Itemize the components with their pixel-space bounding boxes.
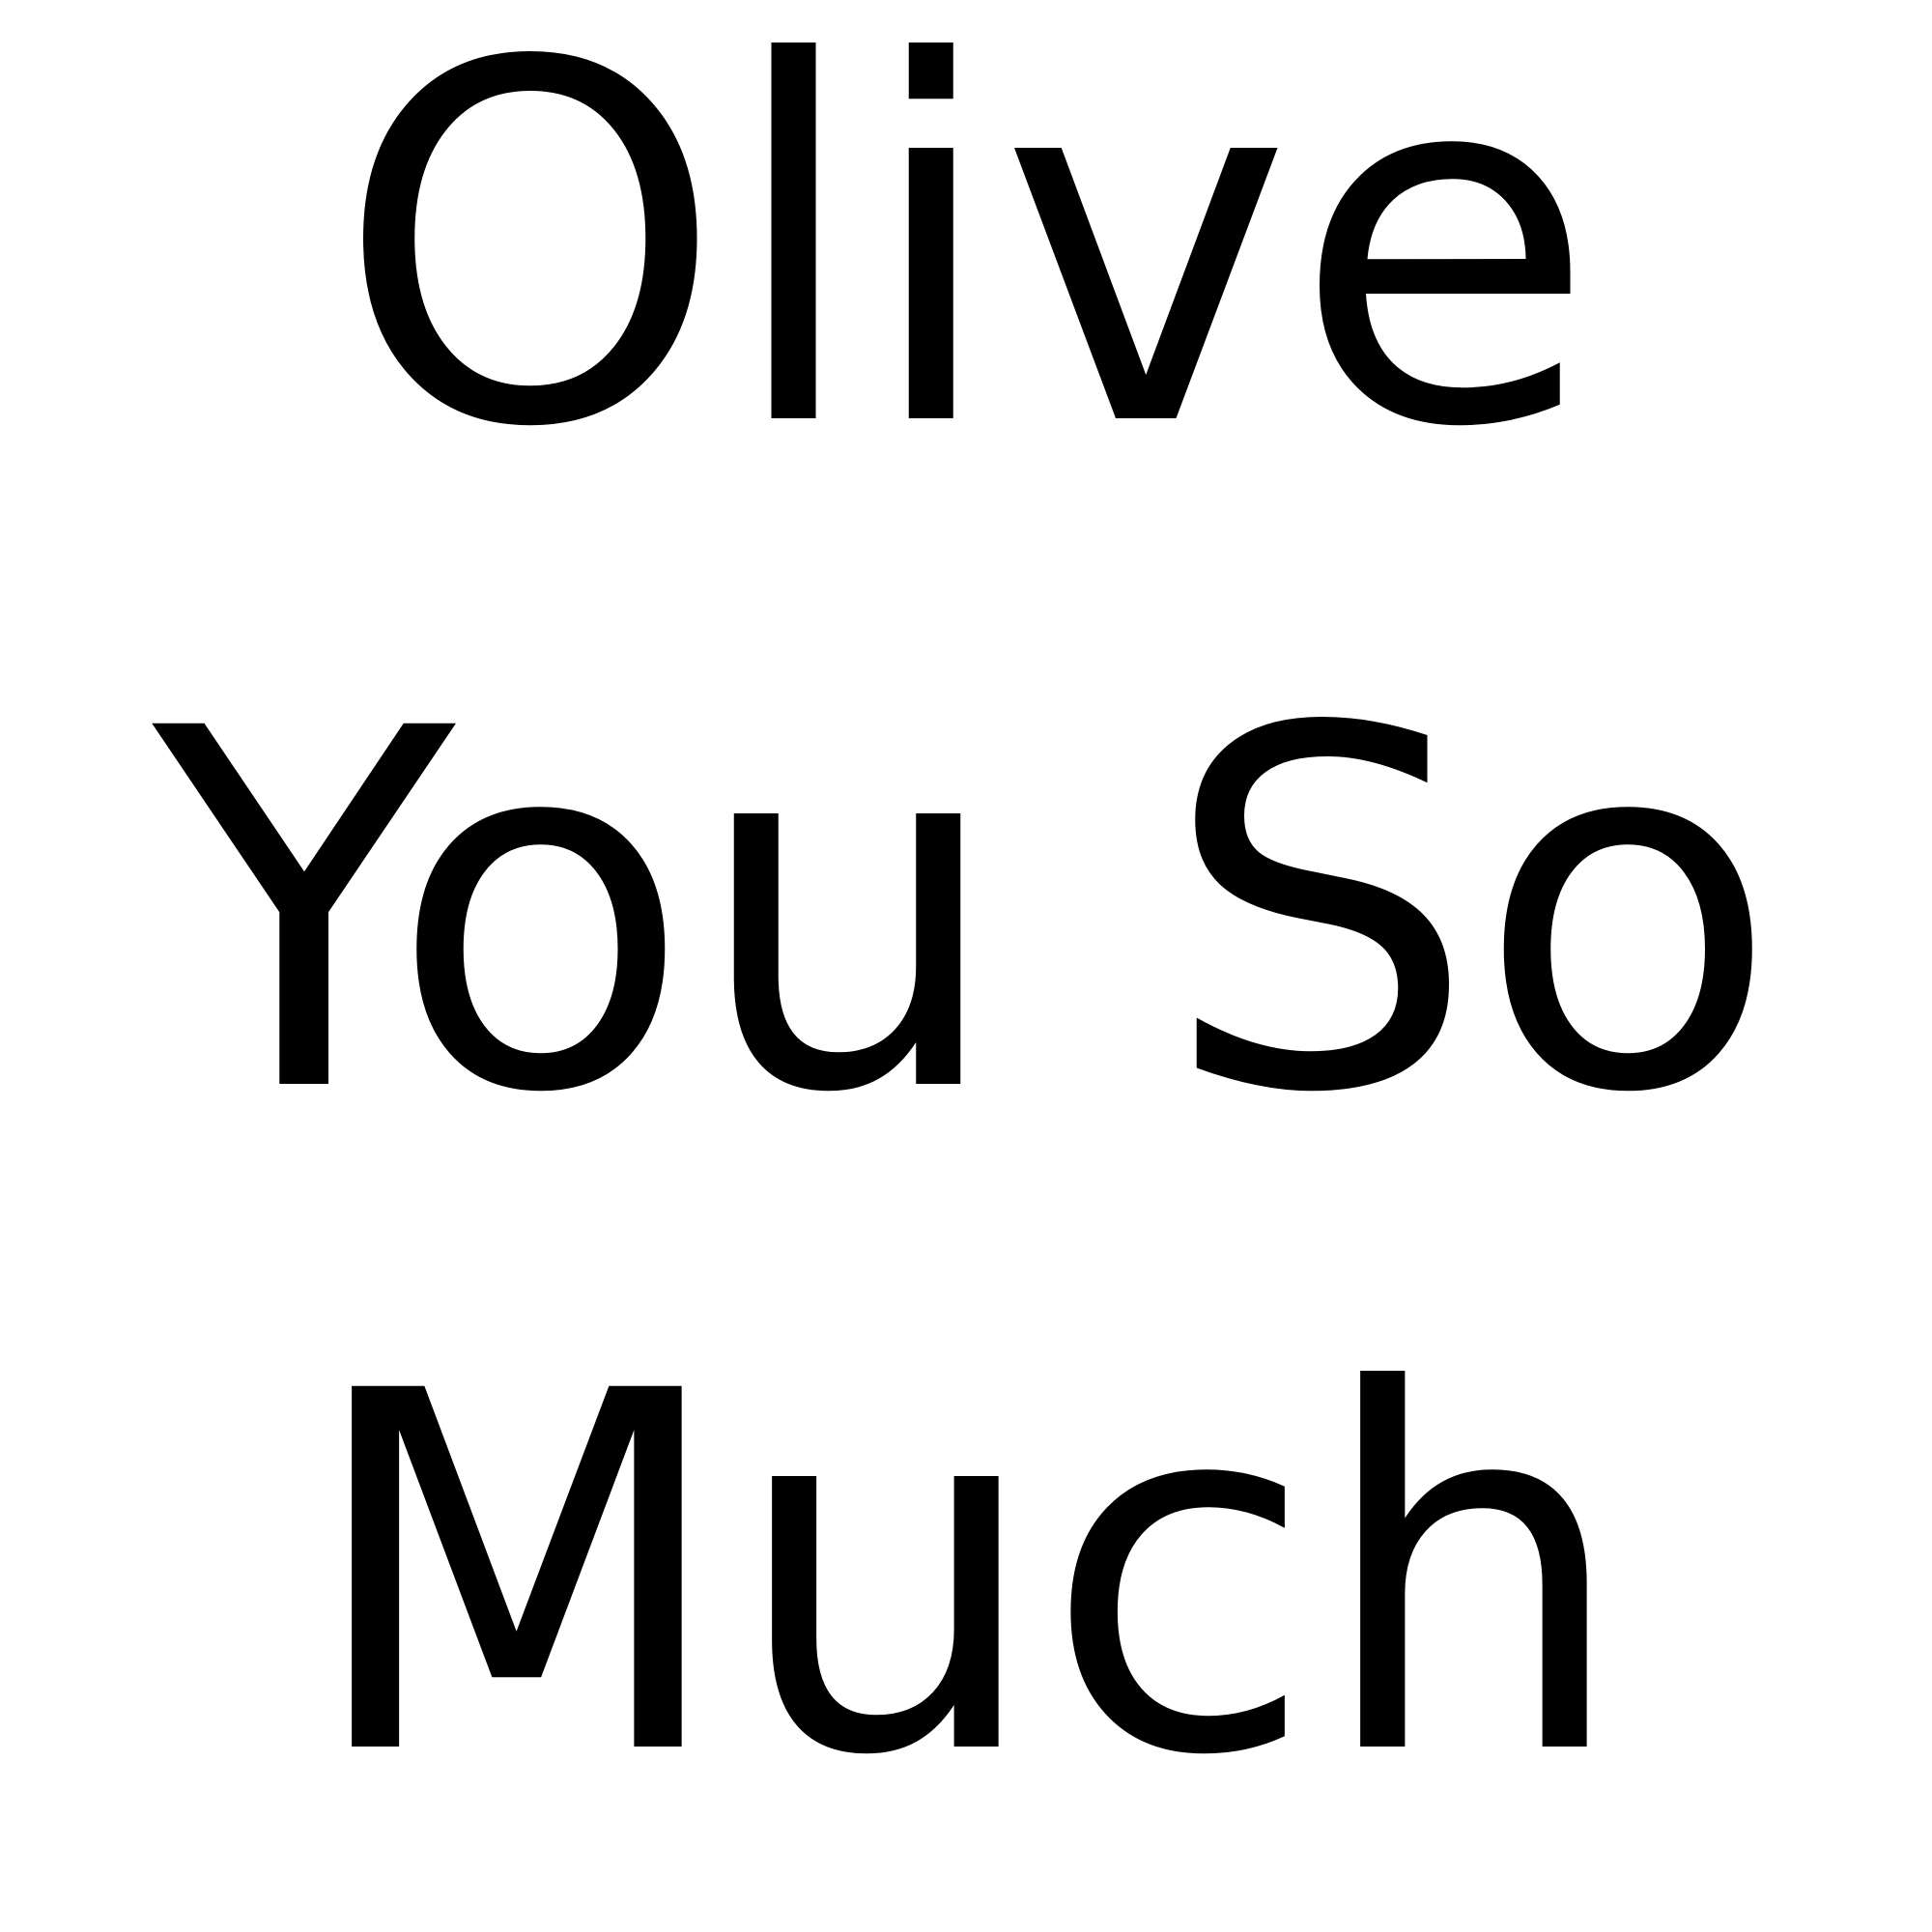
text-line-you-so: You So (153, 625, 1779, 1201)
text-line-olive: Olive (335, 0, 1597, 535)
text-line-much: Much (302, 1288, 1630, 1863)
